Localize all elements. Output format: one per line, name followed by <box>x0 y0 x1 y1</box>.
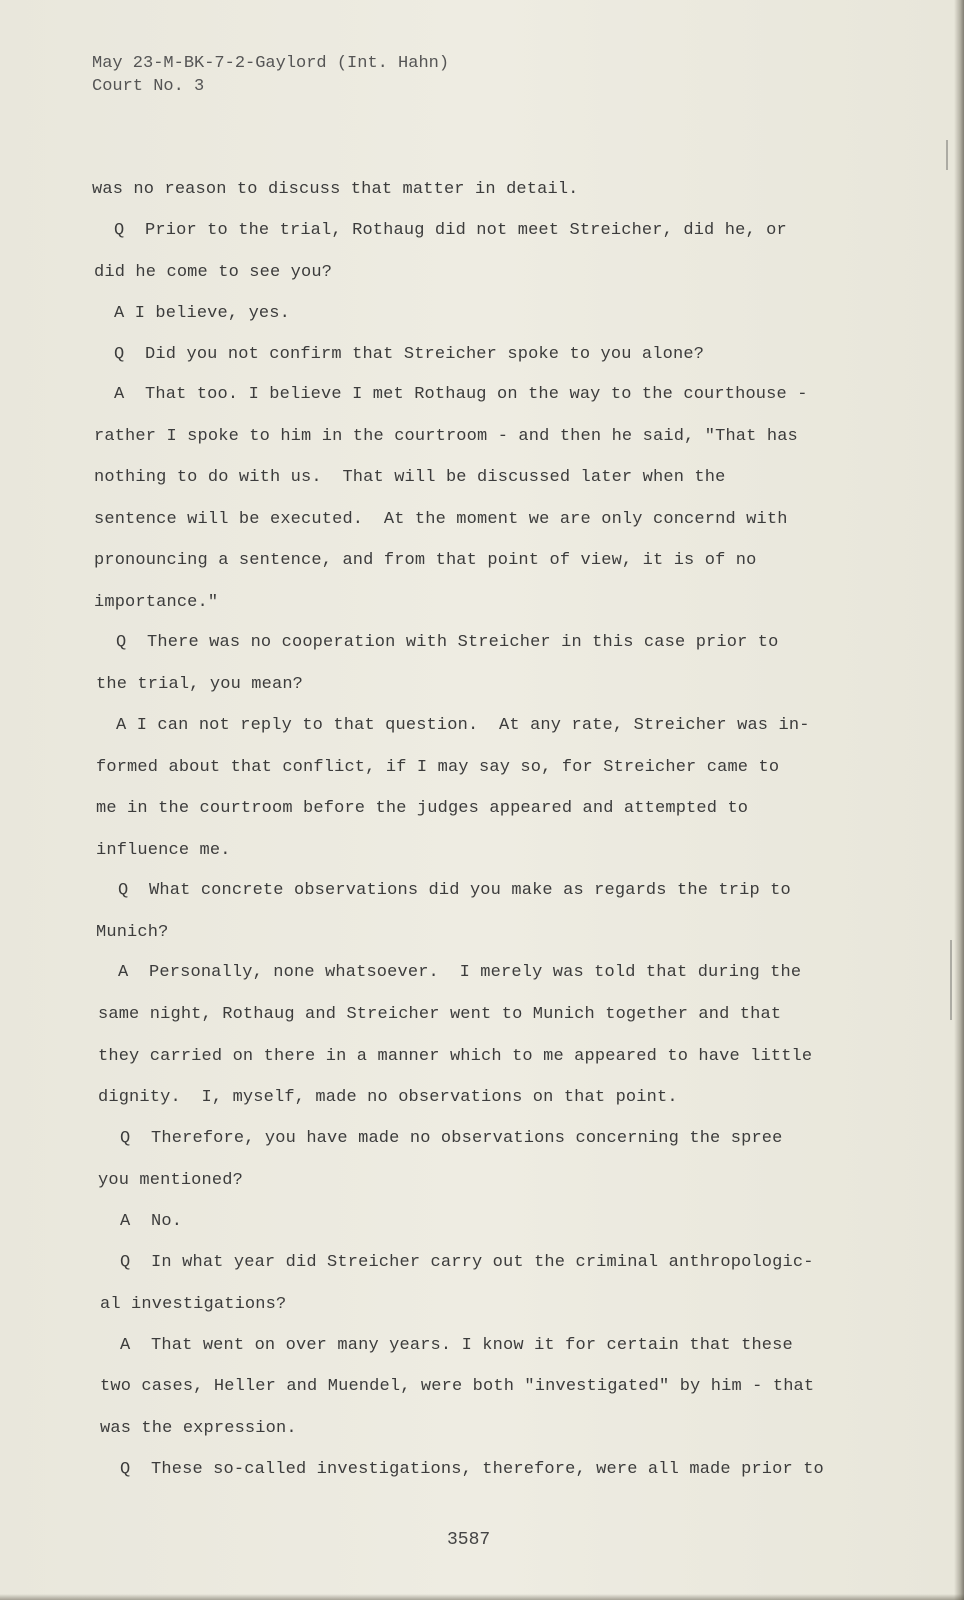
text-line-4: A I believe, yes. <box>114 304 290 323</box>
page-edge-shadow <box>954 0 964 1600</box>
text-line-29: A That went on over many years. I know it for certain that these <box>120 1336 793 1355</box>
text-line-21: same night, Rothaug and Streicher went to Munich together and that <box>98 1005 782 1024</box>
document-header <box>92 52 449 98</box>
text-line-18: Q What concrete observations did you make as regards the trip to <box>118 881 791 900</box>
text-line-16: me in the courtroom before the judges appeared and attempted to <box>96 799 749 818</box>
text-line-19: Munich? <box>96 923 169 942</box>
text-line-22: they carried on there in a manner which to me appeared to have little <box>98 1047 813 1066</box>
text-line-7: rather I spoke to him in the courtroom - and then he said, "That has <box>94 427 798 446</box>
text-line-11: importance." <box>94 593 219 612</box>
text-line-24: Q Therefore, you have made no observations concerning the spree <box>120 1129 783 1148</box>
header-line-1: May 23-M-BK-7-2-Gaylord (Int. Hahn) <box>92 54 450 73</box>
text-line-12: Q There was no cooperation with Streicher in this case prior to <box>116 633 779 652</box>
text-line-25: you mentioned? <box>98 1171 243 1190</box>
text-line-31: was the expression. <box>100 1419 297 1438</box>
text-line-1: was no reason to discuss that matter in detail. <box>92 180 579 199</box>
text-line-6: A That too. I believe I met Rothaug on the way to the courthouse - <box>114 385 808 404</box>
text-line-28: al investigations? <box>100 1295 287 1314</box>
text-line-14: A I can not reply to that question. At any rate, Streicher was in- <box>116 716 810 735</box>
header-line-2: Court No. 3 <box>92 77 205 96</box>
text-line-30: two cases, Heller and Muendel, were both "investigated" by him - that <box>100 1377 815 1396</box>
text-line-10: pronouncing a sentence, and from that point of view, it is of no <box>94 551 757 570</box>
text-line-26: A No. <box>120 1212 183 1231</box>
text-line-13: the trial, you mean? <box>96 675 304 694</box>
paper-mark <box>946 140 948 170</box>
text-line-3: did he come to see you? <box>94 263 333 282</box>
text-line-5: Q Did you not confirm that Streicher spoke to you alone? <box>114 345 705 364</box>
text-line-23: dignity. I, myself, made no observations on that point. <box>98 1088 678 1107</box>
paper-mark-2 <box>950 940 952 1020</box>
text-line-20: A Personally, none whatsoever. I merely was told that during the <box>118 963 802 982</box>
text-line-15: formed about that conflict, if I may say so, for Streicher came to <box>96 758 780 777</box>
text-line-17: influence me. <box>96 841 231 860</box>
text-line-8: nothing to do with us. That will be discussed later when the <box>94 468 726 487</box>
page-bottom-shadow <box>0 1594 964 1600</box>
page-number: 3587 <box>447 1530 491 1550</box>
text-line-32: Q These so-called investigations, therefore, were all made prior to <box>120 1460 824 1479</box>
text-line-9: sentence will be executed. At the moment we are only concernd with <box>94 510 788 529</box>
text-line-27: Q In what year did Streicher carry out the criminal anthropologic- <box>120 1253 814 1272</box>
text-line-2: Q Prior to the trial, Rothaug did not meet Streicher, did he, or <box>114 221 787 240</box>
